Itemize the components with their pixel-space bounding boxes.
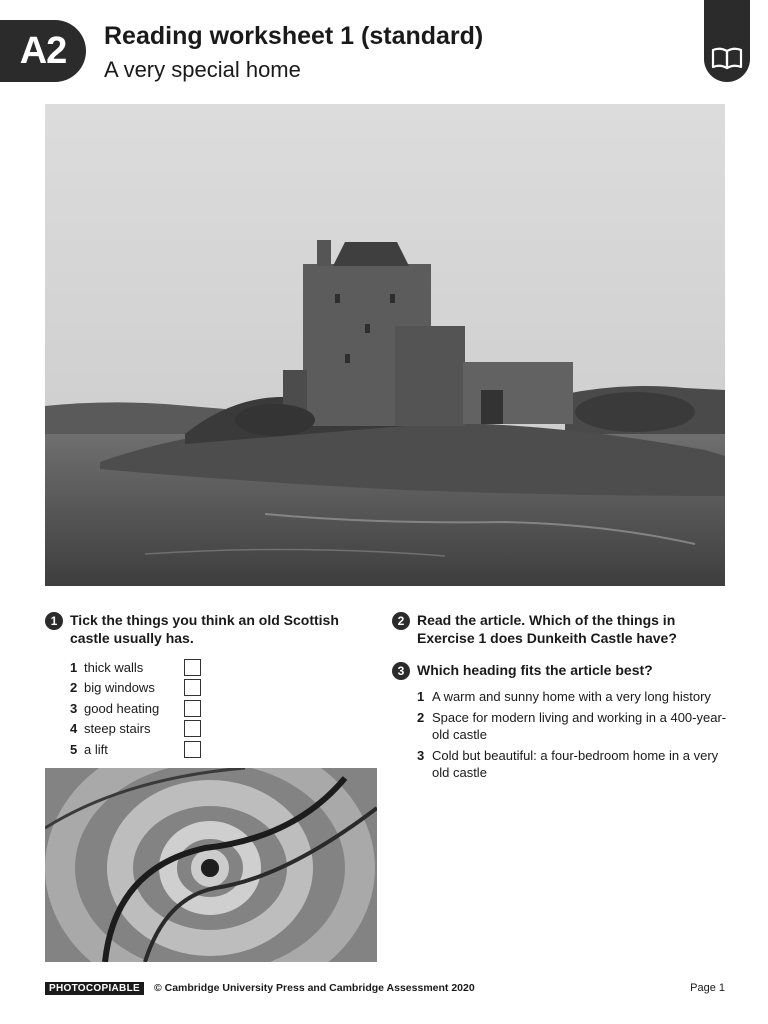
item-text: steep stairs	[84, 721, 151, 737]
tick-box[interactable]	[184, 700, 201, 717]
page-number: Page 1	[690, 982, 725, 994]
list-item	[70, 698, 355, 719]
option-number: 3	[417, 748, 425, 763]
tick-list	[45, 657, 355, 760]
option-text: Cold but beautiful: a four-bedroom home in a very old castle	[432, 748, 719, 780]
tick-box[interactable]	[184, 679, 201, 696]
list-item[interactable]	[417, 688, 732, 705]
book-tab	[704, 0, 750, 82]
list-item	[70, 719, 355, 740]
item-text: a lift	[84, 741, 108, 757]
item-number: 3	[70, 700, 78, 716]
item-text: big windows	[84, 680, 155, 696]
list-item[interactable]	[417, 747, 732, 781]
list-item[interactable]	[417, 709, 732, 743]
level-badge: A2	[0, 20, 86, 82]
exercise-number: 1	[45, 612, 63, 630]
book-icon	[711, 46, 743, 70]
page-title: Reading worksheet 1 (standard)	[104, 22, 484, 50]
exercise-instruction: Tick the things you think an old Scottish castle usually has.	[70, 612, 339, 646]
list-item	[70, 678, 355, 699]
page-subtitle: A very special home	[104, 57, 301, 82]
item-number: 4	[70, 721, 78, 737]
option-number: 1	[417, 689, 425, 704]
exercise-2	[392, 611, 722, 647]
exercise-1	[45, 611, 355, 760]
exercise-3	[392, 661, 732, 785]
exercise-number: 3	[392, 662, 410, 680]
castle-photo	[45, 104, 725, 586]
item-text: good heating	[84, 700, 160, 716]
photocopiable-badge: PHOTOCOPIABLE	[45, 982, 144, 995]
tick-box[interactable]	[184, 720, 201, 737]
item-text: thick walls	[84, 659, 144, 675]
exercise-number: 2	[392, 612, 410, 630]
option-text: A warm and sunny home with a very long history	[432, 689, 711, 704]
copyright-notice: © Cambridge University Press and Cambridge Assessment 2020	[153, 982, 475, 994]
list-item	[70, 739, 355, 760]
item-number: 1	[70, 659, 78, 675]
exercise-instruction: Which heading fits the article best?	[417, 662, 653, 678]
option-list	[392, 688, 732, 781]
tick-box[interactable]	[184, 659, 201, 676]
tick-box[interactable]	[184, 741, 201, 758]
option-text: Space for modern living and working in a 400-year-old castle	[432, 710, 727, 742]
exercise-instruction: Read the article. Which of the things in Exercise 1 does Dunkeith Castle have?	[417, 612, 677, 646]
list-item	[70, 657, 355, 678]
item-number: 5	[70, 741, 78, 757]
spiral-staircase-photo	[45, 768, 377, 962]
option-number: 2	[417, 710, 425, 725]
footer	[45, 980, 725, 996]
item-number: 2	[70, 680, 78, 696]
